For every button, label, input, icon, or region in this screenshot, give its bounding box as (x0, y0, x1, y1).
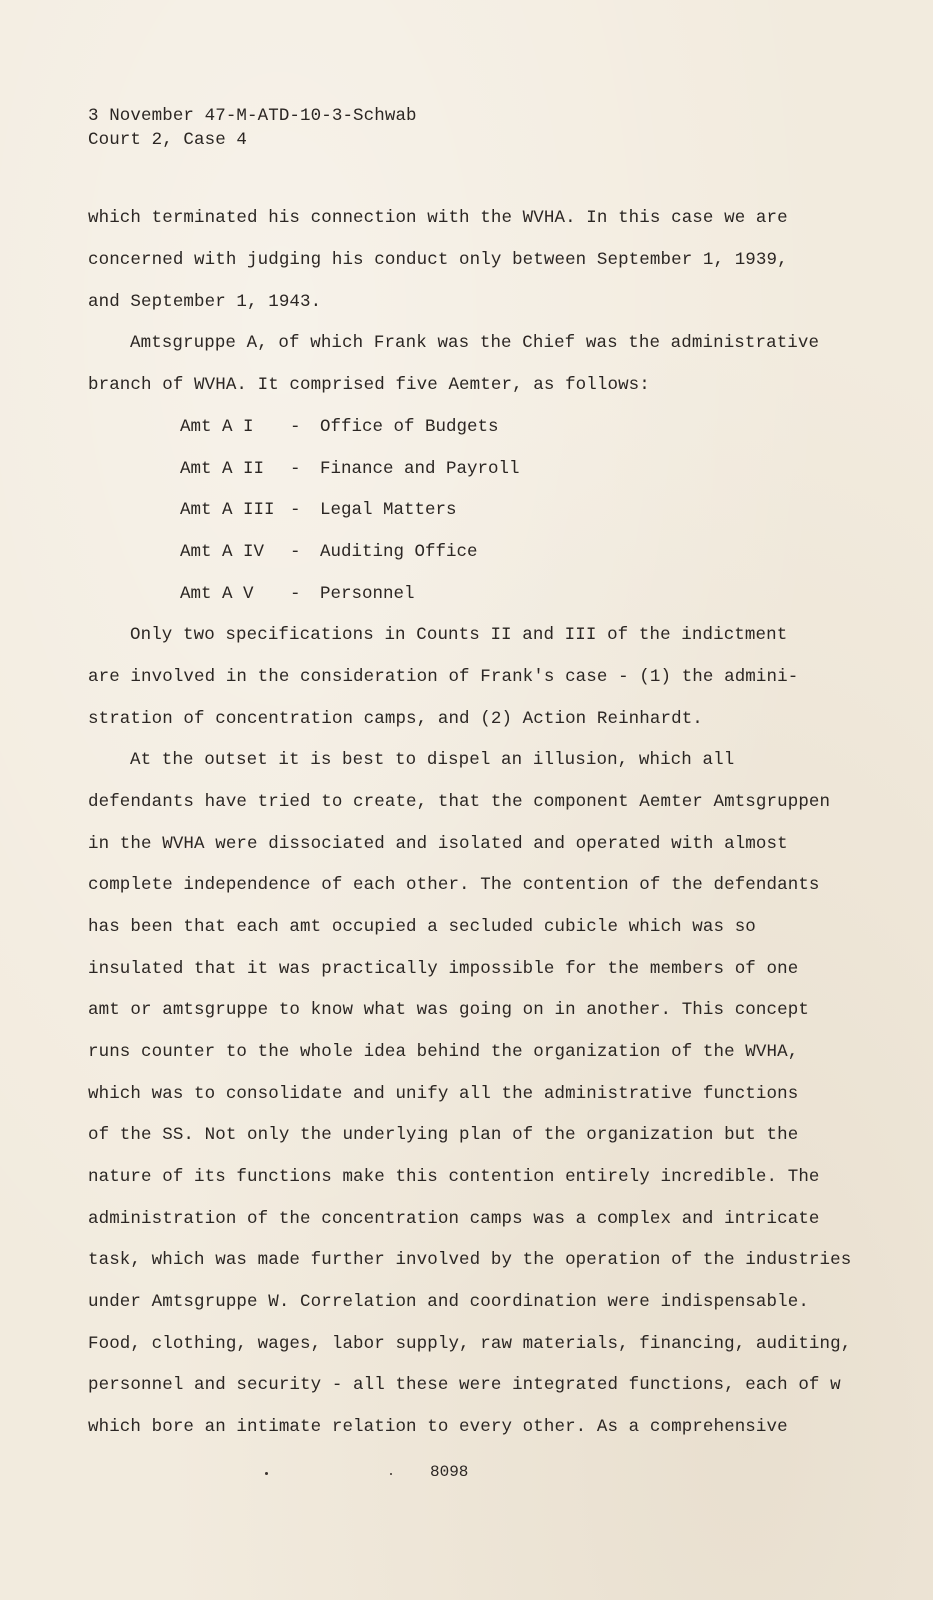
page-number: 8098 (430, 1463, 469, 1481)
body-line: nature of its functions make this contention entirely incredible. The (88, 1167, 820, 1187)
amt-code: Amt A I (180, 417, 254, 437)
header-court-line: Court 2, Case 4 (88, 130, 248, 150)
amt-description: Auditing Office (320, 542, 478, 562)
amt-description: Finance and Payroll (320, 459, 520, 479)
header-reference-line: 3 November 47-M-ATD-10-3-Schwab (88, 106, 417, 126)
body-line: and September 1, 1943. (88, 292, 322, 312)
amt-dash: - (290, 500, 301, 520)
amt-description: Legal Matters (320, 500, 457, 520)
body-line: At the outset it is best to dispel an illusion, which all (130, 750, 735, 770)
body-line: insulated that it was practically impossible for the members of one (88, 959, 799, 979)
body-line: branch of WVHA. It comprised five Aemter, as follows: (88, 375, 650, 395)
body-line: which was to consolidate and unify all the administrative functions (88, 1084, 799, 1104)
body-line: defendants have tried to create, that the component Aemter Amtsgruppen (88, 792, 831, 812)
body-line: under Amtsgruppe W. Correlation and coordination were indispensable. (88, 1292, 809, 1312)
amt-code: Amt A IV (180, 542, 265, 562)
body-line: personnel and security - all these were integrated functions, each of w (88, 1375, 841, 1395)
body-line: are involved in the consideration of Frank's case - (1) the admini- (88, 667, 799, 687)
amt-code: Amt A II (180, 459, 265, 479)
body-line: amt or amtsgruppe to know what was going on in another. This concept (88, 1000, 809, 1020)
amt-dash: - (290, 584, 301, 604)
amt-dash: - (290, 417, 301, 437)
body-line: runs counter to the whole idea behind the organization of the WVHA, (88, 1042, 799, 1062)
ink-speck (390, 1473, 392, 1475)
amt-code: Amt A III (180, 500, 275, 520)
body-line: which bore an intimate relation to every other. As a comprehensive (88, 1417, 788, 1437)
body-line: which terminated his connection with the WVHA. In this case we are (88, 208, 788, 228)
body-line: has been that each amt occupied a secluded cubicle which was so (88, 917, 756, 937)
body-line: Amtsgruppe A, of which Frank was the Chief was the administrative (130, 333, 820, 353)
body-line: complete independence of each other. The contention of the defendants (88, 875, 820, 895)
body-line: stration of concentration camps, and (2) Action Reinhardt. (88, 709, 703, 729)
body-line: Only two specifications in Counts II and III of the indictment (130, 625, 788, 645)
ink-speck (265, 1472, 268, 1475)
amt-code: Amt A V (180, 584, 254, 604)
body-line: administration of the concentration camps was a complex and intricate (88, 1209, 820, 1229)
body-line: in the WVHA were dissociated and isolated and operated with almost (88, 834, 788, 854)
amt-dash: - (290, 542, 301, 562)
body-line: task, which was made further involved by the operation of the industries (88, 1250, 852, 1270)
amt-dash: - (290, 459, 301, 479)
body-line: Food, clothing, wages, labor supply, raw materials, financing, auditing, (88, 1334, 852, 1354)
amt-description: Personnel (320, 584, 415, 604)
amt-description: Office of Budgets (320, 417, 499, 437)
body-line: concerned with judging his conduct only between September 1, 1939, (88, 250, 788, 270)
body-line: of the SS. Not only the underlying plan of the organization but the (88, 1125, 799, 1145)
